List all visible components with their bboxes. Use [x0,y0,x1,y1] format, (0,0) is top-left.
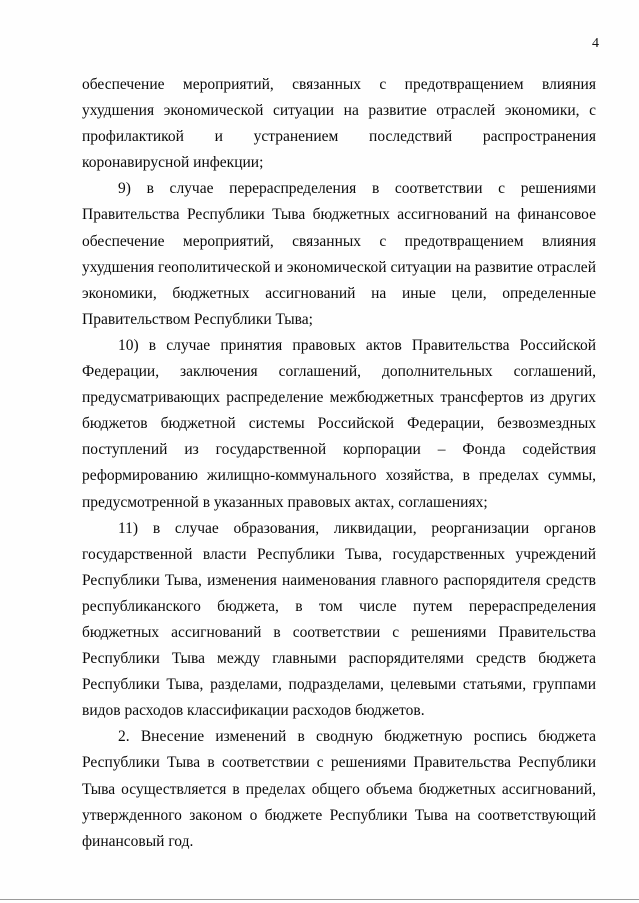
paragraph-section-2: 2. Внесение изменений в сводную бюджетную роспись бюджета Республики Тыва в соответствии с решениями Правительства Республики Тыва осуществляется в пределах общего объема бюджетных ассигнований, утвержденного законом о бюджете Республики Тыва на соответствующий финансовый год. [82,728,596,850]
paragraph-item-9: 9) в случае перераспределения в соответствии с решениями Правительства Республики Тыва бюджетных ассигнований на финансовое обеспечение мероприятий, связанных с предотвращением влияния ухудшения геополитической и экономической ситуации на развитие отраслей экономики, бюджетных ассигнований на иные цели, определенные Правительством Республики Тыва; [82,180,596,328]
scan-edge-divider [0,899,639,900]
document-body [82,72,596,855]
paragraph-item-10: 10) в случае принятия правовых актов Правительства Российской Федерации, заключения соглашений, дополнительных соглашений, предусматривающих распределение межбюджетных трансфертов из других бюджетов бюджетной системы Российской Федерации, безвозмездных поступлений из государственной корпорации – Фонда содействия реформированию жилищно-коммунального хозяйства, в пределах суммы, предусмотренной в указанных правовых актах, соглашениях; [82,336,596,511]
page-number: 4 [592,36,599,51]
paragraph-continuation: обеспечение мероприятий, связанных с предотвращением влияния ухудшения экономической ситуации на развитие отраслей экономики, с профилактикой и устранением последствий распространения коронавирусной инфекции; [82,76,596,172]
paragraph-item-11: 11) в случае образования, ликвидации, реорганизации органов государственной власти Республики Тыва, государственных учреждений Республики Тыва, изменения наименования главного распорядителя средств республиканского бюджета, в том числе путем перераспределения бюджетных ассигнований в соответствии с решениями Правительства Республики Тыва между главными распорядителями средств бюджета Республики Тыва, разделами, подразделами, целевыми статьями, группами видов расходов классификации расходов бюджетов. [82,519,596,720]
